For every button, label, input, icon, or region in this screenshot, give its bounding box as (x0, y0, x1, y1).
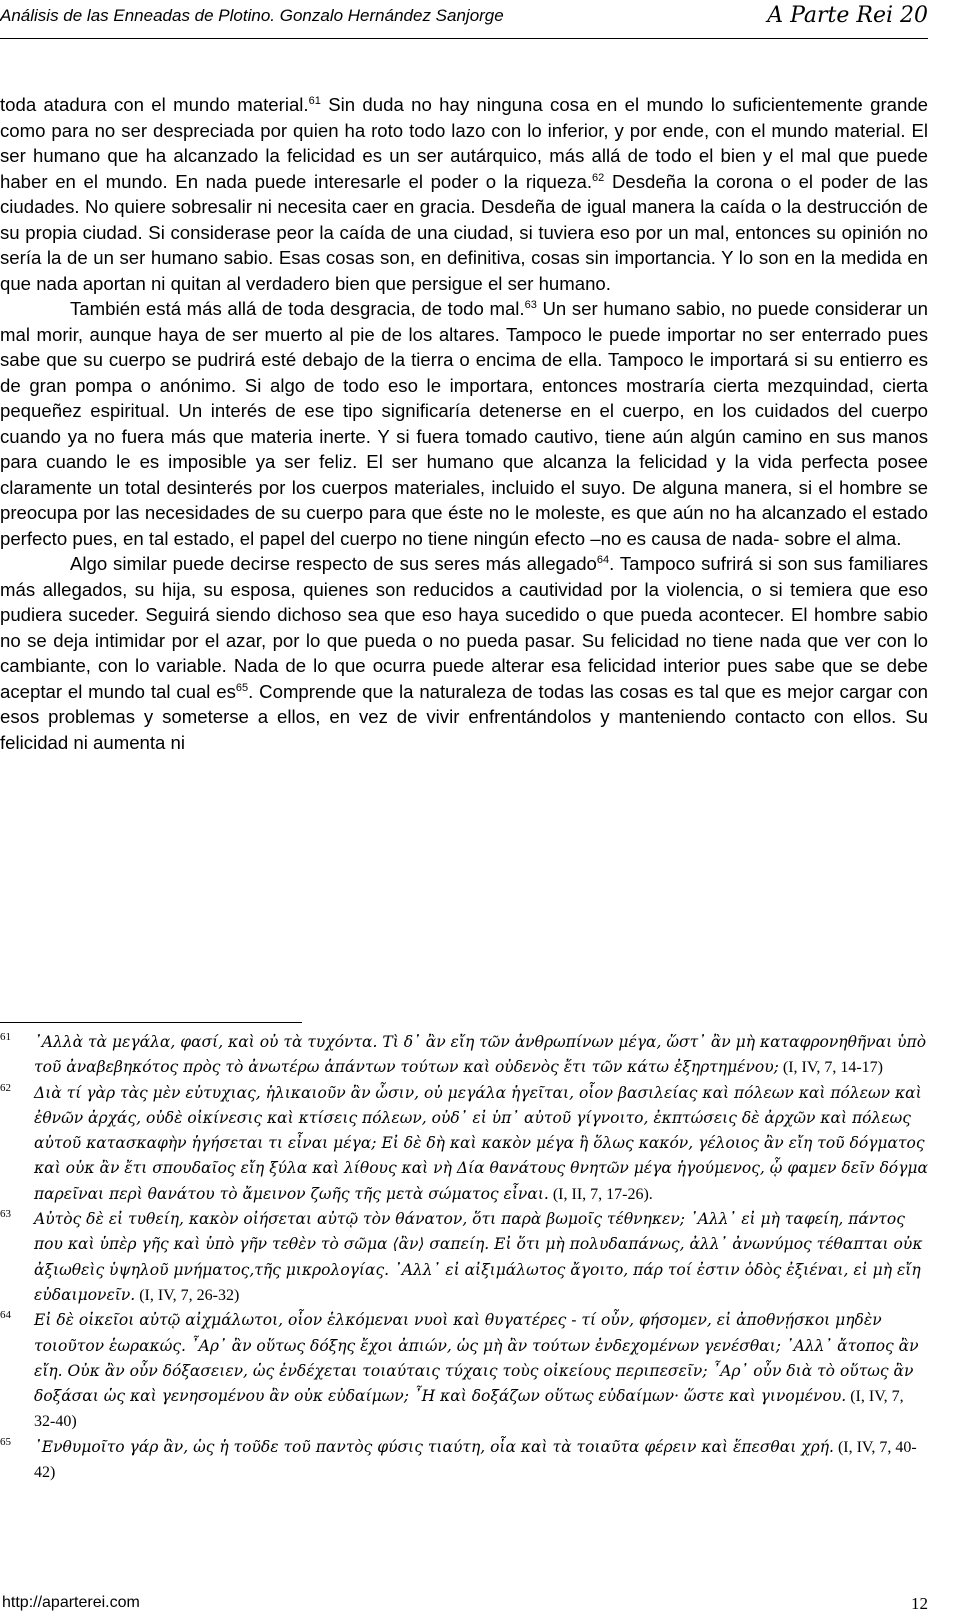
footnote-63 (0, 1207, 928, 1308)
page-header (0, 3, 928, 36)
footnote-ref-62[interactable]: 62 (592, 171, 605, 184)
page-number: 12 (911, 1594, 928, 1613)
footnote-ref-65[interactable]: 65 (235, 681, 249, 694)
footnote-ref-64[interactable]: 64 (596, 553, 610, 566)
header-title: Análisis de las Enneadas de Plotino. Gonzalo Hernández Sanjorge (0, 6, 504, 25)
footnote-number: 62 (0, 1081, 11, 1094)
footnote-65 (0, 1435, 928, 1486)
footnote-number: 63 (0, 1208, 11, 1221)
footnote-greek-text: ᾿Ενθυμοῖτο γάρ ἂν, ὡς ἡ τοῦδε τοῦ παντὸς φύσις τιαύτη, οἷα καὶ τὰ τοιαῦτα φέρειν καὶ ἕπεσθαι χρή. (34, 1437, 834, 1456)
footnote-citation: (I, IV, 7, 26-32) (135, 1286, 240, 1304)
footnote-number: 61 (0, 1031, 11, 1043)
footnote-62 (0, 1081, 928, 1207)
footnote-greek-text: Διὰ τί γὰρ τὰς μὲν εὐτυχιας, ἡλικαιοῦν ἂν ὦσιν, οὐ μεγάλα ἡγεῖται, οἷον βασιλείας καὶ πόλεων καὶ πόλεων καὶ ἐθνῶν ἀρχάς, οὐδὲ οἰκίνεσις καὶ κτίσεις πόλεων, οὐδ᾿ εἰ ὑπ᾿ αὐτοῦ γίγνοιτο, ἐκπτώσεις δὲ ἀρχῶν καὶ πόλεως αὐτοῦ κατασκαφὴν ἡγήσεται τι εἶναι μέγα; Εἰ δὲ δὴ καὶ κακὸν μέγα ἢ ὅλως κακόν, γέλοιος ἂν εἴη τοῦ δόγματος καὶ οὐκ ἂν ἔτι σπουδαῖος εἴη ξύλα καὶ λίθους καὶ νὴ Δία θανάτους θνητῶν μέγα ἡγούμενος, ᾧ φαμεν δεῖν δόγμα παρεῖναι περὶ θανάτου τὸ ἄμεινον ζωῆς τῆς μετὰ σώματος εἶναι. (34, 1083, 928, 1203)
footnotes (0, 1030, 928, 1485)
footnote-ref-63[interactable]: 63 (524, 298, 537, 311)
footnote-citation: (I, IV, 7, 14-17) (778, 1059, 884, 1077)
header-divider (0, 38, 928, 39)
footnote-divider (0, 1022, 302, 1023)
footnote-greek-text: Αὐτὸς δὲ εἰ τυθείη, κακὸν οἰήσεται αὐτῷ τὸν θάνατον, ὅτι παρὰ βωμοῖς τέθνηκεν; ᾿Αλλ᾿ εἰ μὴ ταφείη, πάντος που καὶ ὑπὲρ γῆς καὶ ὑπὸ γῆν τεθὲν τὸ σῶμα ⟨ἂν⟩ σαπείη. Εἰ ὅτι μὴ πολυδαπάνως, ἀλλ᾿ ἀνωνύμος τέθαπται οὐκ ἀξιωθεὶς ὑψηλοῦ μνήματος,τῆς μικρολογίας. ᾿Αλλ᾿ εἰ αἰξιμάλωτος ἄγοιτο, πάρ τοί ἐστιν ὁδὸς ἐξιέναι, εἰ μὴ εἴη εὐδαιμονεῖν. (34, 1210, 923, 1304)
footnote-61 (0, 1030, 928, 1081)
footnote-number: 64 (0, 1309, 11, 1322)
paragraph-3: Algo similar puede decirse respecto de sus seres más allegado$^{64}$. Tampoco sufrirá si son sus familiares más allegados, su hija, su esposa, quienes son reducidos a cautividad por la violencia, o si temiera que eso pudiera suceder. Seguirá siendo dichoso sea que eso haya sucedido o que pueda acontecer. El hombre sabio no se deja intimidar por el azar, por lo que pueda o no pueda pasar. Su felicidad no tiene nada que ver con lo cambiante, con lo variable. Nada de lo que ocurra puede alterar esa felicidad interior pues sabe que se debe aceptar el mundo tal cual $es^{65}$. Comprende que la naturaleza de todas las cosas es tal que es mejor cargar con esos problemas y someterse a ellos, en vez de vivir enfrentándolos y manteniendo contacto con ellos. Su felicidad ni aumenta ni (0, 553, 928, 753)
footnote-citation: (I, IV, 7, 32-40) (34, 1388, 904, 1431)
footer-url-link[interactable]: http://aparterei.com (2, 1594, 140, 1611)
paragraph-2: También está más allá de toda desgracia, de todo mal.$^{63}$ Un ser humano sabio, no puede considerar un mal morir, aunque haya de ser muerto al pie de los altares. Tampoco le puede importar no ser enterrado pues sabe que su cuerpo se pudrirá esté debajo de la tierra o encima de ella. Tampoco le importará si su entierro es de gran pompa o anónimo. Si algo de todo eso le importara, entonces mostraría cierta mezquindad, cierta pequeñez espiritual. Un interés de ese tipo significaría detenerse en el cuerpo, en los cuidados del cuerpo cuando ya no fuera más que materia inerte. Y si fuera tomado cautivo, tiene aún algún camino en sus manos para cuando le es imposible ya ser feliz. El ser humano que alcanza la felicidad y la vida perfecta posee claramente un total desinterés por los cuerpos materiales, incluido el suyo. De alguna manera, si el hombre se preocupa por las necesidades de su cuerpo para que éste no le moleste, es que aún no ha alcanzado el estado perfecto pues, en tal estado, el papel del cuerpo no tiene ningún efecto –no es causa de nada- sobre el alma. (0, 298, 928, 549)
footnote-greek-text: ᾿Αλλὰ τὰ μεγάλα, φασί, καὶ οὐ τὰ τυχόντα. Τὶ δ᾿ ἂν εἴη τῶν ἀνθρωπίνων μέγα, ὥστ᾿ ἂν μὴ καταφρονηθῆναι ὑπὸ τοῦ ἀναβεβηκότος πρὸς τὸ ἀνωτέρω ἁπάντων τούτων καὶ οὐδενὸς ἔτι τῶν κάτω ἐξηρτημένου; (34, 1033, 927, 1077)
paragraph-1: toda atadura con el mundo material.$^{61}$ Sin duda no hay ninguna cosa en el mundo lo suficientemente grande como para no ser despreciada por quien ha roto todo lazo con lo inferior, y por ende, con el mundo material. El ser humano que ha alcanzado la felicidad es un ser autárquico, más allá de todo el bien y el mal que puede haber en el mundo. En nada puede interesarle el poder o la riqueza.$^{62}$ Desdeña la corona o el poder de las ciudades. No quiere sobresalir ni necesita caer en gracia. Desdeña de igual manera la caída o la destrucción de su propia ciudad. Si considerase peor la caída de una ciudad, si tuviera eso por un mal, entonces su opinión no sería la de un ser humano sabio. Esas cosas son, en definitiva, cosas sin importancia. Y lo son en la medida en que nada aportan ni quitan al verdadero bien que persigue el ser humano. (0, 94, 928, 294)
footnote-64 (0, 1308, 928, 1434)
footnote-number: 65 (0, 1435, 11, 1448)
footnote-citation: (I, II, 7, 17-26). (548, 1185, 653, 1203)
main-text (0, 92, 928, 755)
header-journal-logo: A Parte Rei 20 (767, 3, 928, 28)
footnote-greek-text: Εἰ δὲ οἰκεῖοι αὐτῷ αἰχμάλωτοι, οἷον ἑλκόμεναι νυοὶ καὶ θυγατέρες - τί οὖν, φήσομεν, εἰ ἀποθνῄσκοι μηδὲν τοιοῦτον ἑωρακώς. ῏Αρ᾿ ἂν οὕτως δόξης ἔχοι ἀπιών, ὡς μὴ ἂν τούτων ἐνδεχομένων γενέσθαι; ᾿Αλλ᾿ ἄτοπος ἂν εἴη. Οὐκ ἂν οὖν δόξασειεν, ὡς ἐνδέχεται τοιαύταις τύχαις τοὺς οἰκείους περιπεσεῖν; ῏Αρ᾿ οὖν διὰ τὸ οὕτως ἂν δοξάσαι ὡς καὶ γενησομένου ἂν οὐκ εὐδαίμων; ῏Η καὶ δοξάζων οὕτως εὐδαίμων· ὥστε καὶ γινομένου. (34, 1311, 919, 1406)
footnote-citation: (I, IV, 7, 40-42) (34, 1438, 917, 1482)
footnote-ref-61[interactable]: 61 (308, 94, 321, 107)
